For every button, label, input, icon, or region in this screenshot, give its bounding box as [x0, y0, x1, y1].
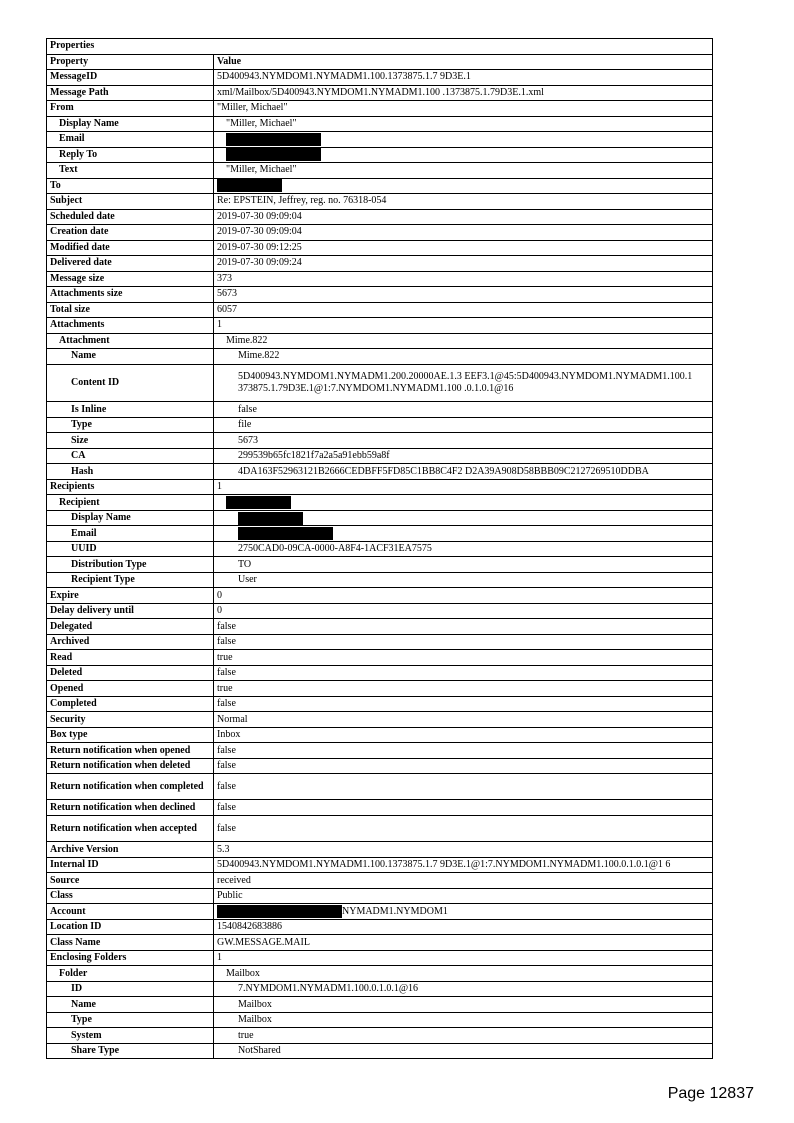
property-name: Content ID — [47, 364, 214, 402]
table-row — [47, 85, 713, 101]
property-value: 2019-07-30 09:12:25 — [214, 240, 713, 256]
table-row — [47, 318, 713, 334]
property-name: Recipients — [47, 479, 214, 495]
table-row — [47, 433, 713, 449]
properties-table — [46, 38, 713, 1059]
property-name: Modified date — [47, 240, 214, 256]
table-row — [47, 271, 713, 287]
table-row — [47, 178, 713, 194]
table-row — [47, 966, 713, 982]
property-name: MessageID — [47, 70, 214, 86]
property-value: false — [214, 800, 713, 816]
property-name: Return notification when declined — [47, 800, 214, 816]
property-value — [214, 904, 713, 920]
table-row — [47, 557, 713, 573]
property-name: Hash — [47, 464, 214, 480]
table-row — [47, 510, 713, 526]
property-name: UUID — [47, 541, 214, 557]
table-row — [47, 1043, 713, 1059]
property-name: Email — [47, 132, 214, 148]
table-row — [47, 815, 713, 841]
table-row — [47, 665, 713, 681]
property-name: Email — [47, 526, 214, 542]
property-name: Internal ID — [47, 857, 214, 873]
property-value: 1 — [214, 950, 713, 966]
property-name: Location ID — [47, 919, 214, 935]
table-row — [47, 70, 713, 86]
property-value: 5D400943.NYMDOM1.NYMADM1.100.1373875.1.7 9D3E.1@1:7.NYMDOM1.NYMADM1.100.0.1.0.1@1 6 — [214, 857, 713, 873]
property-value: false — [214, 634, 713, 650]
property-value: 5673 — [214, 433, 713, 449]
table-row — [47, 495, 713, 511]
property-name: Delivered date — [47, 256, 214, 272]
table-row — [47, 402, 713, 418]
table-row — [47, 132, 713, 148]
table-row — [47, 479, 713, 495]
table-row — [47, 758, 713, 774]
redaction-block — [217, 905, 342, 918]
property-value — [214, 495, 713, 511]
property-name: Reply To — [47, 147, 214, 163]
table-row — [47, 256, 713, 272]
table-row — [47, 681, 713, 697]
property-name: From — [47, 101, 214, 117]
property-name: Class — [47, 888, 214, 904]
property-value: Mailbox — [214, 1012, 713, 1028]
table-row — [47, 743, 713, 759]
property-name: Folder — [47, 966, 214, 982]
table-row — [47, 364, 713, 402]
property-name: Deleted — [47, 665, 214, 681]
property-name: Is Inline — [47, 402, 214, 418]
table-title-row — [47, 39, 713, 55]
table-row — [47, 842, 713, 858]
property-name: Opened — [47, 681, 214, 697]
table-row — [47, 800, 713, 816]
table-row — [47, 101, 713, 117]
property-name: Type — [47, 417, 214, 433]
property-value: 7.NYMDOM1.NYMADM1.100.0.1.0.1@16 — [214, 981, 713, 997]
property-value: Inbox — [214, 727, 713, 743]
table-row — [47, 1028, 713, 1044]
table-row — [47, 572, 713, 588]
property-name: Security — [47, 712, 214, 728]
property-name: Subject — [47, 194, 214, 210]
page-number: Page 12837 — [667, 1085, 754, 1102]
property-value: 1540842683886 — [214, 919, 713, 935]
property-value: 6057 — [214, 302, 713, 318]
property-name: Class Name — [47, 935, 214, 951]
property-value: 373 — [214, 271, 713, 287]
table-row — [47, 619, 713, 635]
property-value: false — [214, 402, 713, 418]
table-row — [47, 464, 713, 480]
property-value — [214, 510, 713, 526]
table-row — [47, 163, 713, 179]
table-row — [47, 240, 713, 256]
table-row — [47, 919, 713, 935]
property-name: Message size — [47, 271, 214, 287]
header-value: Value — [214, 54, 713, 70]
table-row — [47, 526, 713, 542]
table-row — [47, 147, 713, 163]
property-value: true — [214, 650, 713, 666]
property-value: 0 — [214, 603, 713, 619]
property-name: Scheduled date — [47, 209, 214, 225]
property-value: false — [214, 815, 713, 841]
table-row — [47, 417, 713, 433]
property-name: Attachments size — [47, 287, 214, 303]
property-name: Return notification when opened — [47, 743, 214, 759]
redaction-block — [226, 133, 321, 146]
property-name: Completed — [47, 696, 214, 712]
table-row — [47, 603, 713, 619]
table-row — [47, 935, 713, 951]
property-value: Normal — [214, 712, 713, 728]
property-value: file — [214, 417, 713, 433]
redaction-block — [217, 179, 282, 192]
property-name: Delegated — [47, 619, 214, 635]
redaction-block — [226, 148, 321, 161]
table-row — [47, 981, 713, 997]
property-name: Enclosing Folders — [47, 950, 214, 966]
property-value — [214, 178, 713, 194]
property-value: false — [214, 696, 713, 712]
property-name: Distribution Type — [47, 557, 214, 573]
property-name: Type — [47, 1012, 214, 1028]
header-property: Property — [47, 54, 214, 70]
table-row — [47, 950, 713, 966]
table-title: Properties — [47, 39, 713, 55]
redaction-block — [226, 496, 291, 509]
property-name: Creation date — [47, 225, 214, 241]
property-name: Return notification when deleted — [47, 758, 214, 774]
property-value: true — [214, 681, 713, 697]
property-name: Size — [47, 433, 214, 449]
property-value — [214, 132, 713, 148]
table-row — [47, 302, 713, 318]
property-name: Total size — [47, 302, 214, 318]
property-value — [214, 526, 713, 542]
table-header-row — [47, 54, 713, 70]
property-value: received — [214, 873, 713, 889]
property-name: Message Path — [47, 85, 214, 101]
property-value: false — [214, 774, 713, 800]
property-name: CA — [47, 448, 214, 464]
property-value: 0 — [214, 588, 713, 604]
table-row — [47, 194, 713, 210]
property-name: Name — [47, 997, 214, 1013]
property-name: Account — [47, 904, 214, 920]
property-name: Name — [47, 349, 214, 365]
property-value: Mime.822 — [214, 349, 713, 365]
property-value: 4DA163F52963121B2666CEDBFF5FD85C1BB8C4F2 D2A39A908D58BBB09C2127269510DDBA — [214, 464, 713, 480]
redaction-block — [238, 512, 303, 525]
property-name: To — [47, 178, 214, 194]
property-value: 5D400943.NYMDOM1.NYMADM1.200.20000AE.1.3 EEF3.1@45:5D400943.NYMDOM1.NYMADM1.100.1 373875.1.79D3E.1@1:7.NYMDOM1.NYMADM1.100 .0.1.0.1@16 — [214, 364, 713, 402]
table-row — [47, 541, 713, 557]
property-name: Archived — [47, 634, 214, 650]
property-value: xml/Mailbox/5D400943.NYMDOM1.NYMADM1.100 .1373875.1.79D3E.1.xml — [214, 85, 713, 101]
property-value: "Miller, Michael" — [214, 116, 713, 132]
table-row — [47, 774, 713, 800]
property-value: Mailbox — [214, 966, 713, 982]
property-value: 5D400943.NYMDOM1.NYMADM1.100.1373875.1.7 9D3E.1 — [214, 70, 713, 86]
table-row — [47, 888, 713, 904]
property-name: Recipient — [47, 495, 214, 511]
property-value: "Miller, Michael" — [214, 163, 713, 179]
table-row — [47, 1012, 713, 1028]
property-value: false — [214, 758, 713, 774]
table-row — [47, 287, 713, 303]
property-value — [214, 147, 713, 163]
property-value: 2019-07-30 09:09:24 — [214, 256, 713, 272]
property-value: 299539b65fc1821f7a2a5a91ebb59a8f — [214, 448, 713, 464]
property-name: Source — [47, 873, 214, 889]
property-name: Expire — [47, 588, 214, 604]
property-value: false — [214, 619, 713, 635]
table-row — [47, 873, 713, 889]
property-name: Attachment — [47, 333, 214, 349]
property-value: Public — [214, 888, 713, 904]
table-row — [47, 904, 713, 920]
property-name: Delay delivery until — [47, 603, 214, 619]
table-row — [47, 588, 713, 604]
property-value: 5673 — [214, 287, 713, 303]
property-name: Box type — [47, 727, 214, 743]
property-value: false — [214, 743, 713, 759]
property-value: 5.3 — [214, 842, 713, 858]
table-row — [47, 225, 713, 241]
table-row — [47, 333, 713, 349]
property-value: GW.MESSAGE.MAIL — [214, 935, 713, 951]
property-value: 2750CAD0-09CA-0000-A8F4-1ACF31EA7575 — [214, 541, 713, 557]
table-row — [47, 997, 713, 1013]
table-row — [47, 116, 713, 132]
table-row — [47, 650, 713, 666]
property-name: Display Name — [47, 510, 214, 526]
property-value: Mime.822 — [214, 333, 713, 349]
table-row — [47, 712, 713, 728]
property-name: Return notification when completed — [47, 774, 214, 800]
property-name: Recipient Type — [47, 572, 214, 588]
property-value-text: NYMADM1.NYMDOM1 — [342, 905, 448, 917]
property-name: Text — [47, 163, 214, 179]
property-value: 1 — [214, 318, 713, 334]
property-name: Attachments — [47, 318, 214, 334]
table-row — [47, 349, 713, 365]
table-row — [47, 634, 713, 650]
table-row — [47, 448, 713, 464]
property-name: System — [47, 1028, 214, 1044]
property-name: Archive Version — [47, 842, 214, 858]
property-name: ID — [47, 981, 214, 997]
property-value: NotShared — [214, 1043, 713, 1059]
property-value: false — [214, 665, 713, 681]
property-value: User — [214, 572, 713, 588]
property-name: Return notification when accepted — [47, 815, 214, 841]
property-value: 2019-07-30 09:09:04 — [214, 225, 713, 241]
property-name: Display Name — [47, 116, 214, 132]
property-value: "Miller, Michael" — [214, 101, 713, 117]
property-value: TO — [214, 557, 713, 573]
property-value: 2019-07-30 09:09:04 — [214, 209, 713, 225]
property-value: Re: EPSTEIN, Jeffrey, reg. no. 76318-054 — [214, 194, 713, 210]
property-name: Share Type — [47, 1043, 214, 1059]
property-value: Mailbox — [214, 997, 713, 1013]
table-row — [47, 209, 713, 225]
table-row — [47, 727, 713, 743]
property-value: 1 — [214, 479, 713, 495]
table-row — [47, 857, 713, 873]
redaction-block — [238, 527, 333, 540]
property-name: Read — [47, 650, 214, 666]
table-row — [47, 696, 713, 712]
property-value: true — [214, 1028, 713, 1044]
